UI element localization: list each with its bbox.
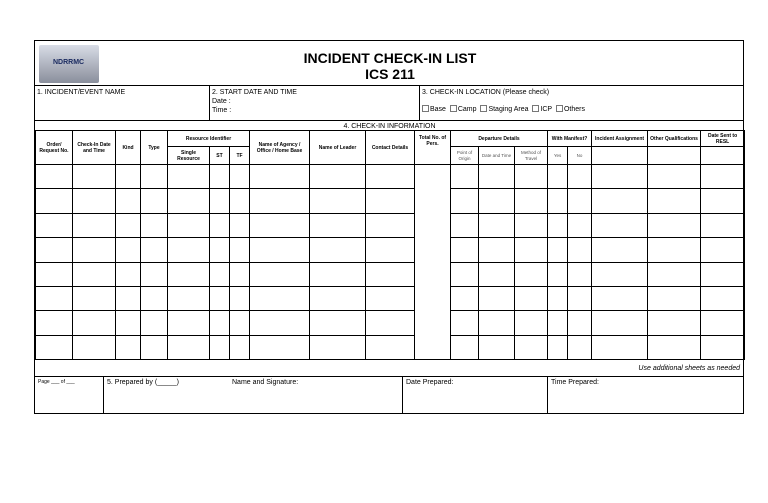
table-cell[interactable] xyxy=(648,262,701,286)
table-cell[interactable] xyxy=(250,262,310,286)
table-cell[interactable] xyxy=(210,213,230,237)
col-origin: Point of Origin xyxy=(451,147,479,165)
table-cell[interactable] xyxy=(451,311,479,335)
table-cell[interactable] xyxy=(592,311,648,335)
col-departure: Departure Details xyxy=(451,131,548,147)
table-cell[interactable] xyxy=(515,189,548,213)
table-cell[interactable] xyxy=(210,238,230,262)
start-date-time-field[interactable]: 2. START DATE AND TIME Date : Time : xyxy=(209,85,419,120)
table-cell[interactable] xyxy=(548,335,568,359)
col-assignment: Incident Assignment xyxy=(592,131,648,147)
table-cell[interactable] xyxy=(250,311,310,335)
table-cell[interactable] xyxy=(141,238,168,262)
table-cell[interactable] xyxy=(366,189,415,213)
col-agency: Name of Agency / Office / Home Base xyxy=(250,131,310,165)
table-cell[interactable] xyxy=(310,335,366,359)
col-st: ST xyxy=(210,147,230,165)
table-cell[interactable] xyxy=(250,335,310,359)
table-cell[interactable] xyxy=(141,262,168,286)
col-tf: TF xyxy=(230,147,250,165)
table-cell[interactable] xyxy=(310,238,366,262)
table-cell[interactable] xyxy=(451,213,479,237)
table-cell[interactable] xyxy=(230,238,250,262)
table-cell[interactable] xyxy=(648,335,701,359)
table-cell[interactable] xyxy=(568,335,592,359)
table-cell[interactable] xyxy=(515,165,548,189)
table-cell[interactable] xyxy=(168,262,210,286)
table-cell[interactable] xyxy=(548,286,568,310)
col-kind: Kind xyxy=(116,131,141,165)
table-cell[interactable] xyxy=(168,165,210,189)
table-row xyxy=(36,189,745,213)
col-yes: Yes xyxy=(548,147,568,165)
table-cell[interactable] xyxy=(141,286,168,310)
table-cell[interactable] xyxy=(701,165,745,189)
table-cell[interactable] xyxy=(230,262,250,286)
checkbox[interactable] xyxy=(480,105,487,112)
table-cell[interactable] xyxy=(141,311,168,335)
table-cell[interactable] xyxy=(366,335,415,359)
table-cell[interactable] xyxy=(141,335,168,359)
location-option-base[interactable]: Base xyxy=(422,106,446,113)
blank-cell xyxy=(648,147,701,165)
table-cell[interactable] xyxy=(451,262,479,286)
prepared-by-field[interactable]: 5. Prepared by (_____) Name and Signature: xyxy=(103,376,402,414)
table-cell[interactable] xyxy=(451,189,479,213)
checkin-location-field: 3. CHECK-IN LOCATION (Please check) Base Camp Staging Area ICP Others xyxy=(419,85,744,120)
table-cell[interactable] xyxy=(366,311,415,335)
col-resource-identifier: Resource Identifier xyxy=(168,131,250,147)
col-total: Total No. of Pers. xyxy=(415,131,451,165)
table-cell[interactable] xyxy=(310,165,366,189)
table-cell[interactable] xyxy=(230,213,250,237)
col-type: Type xyxy=(141,131,168,165)
time-prepared-field[interactable]: Time Prepared: xyxy=(547,376,744,414)
table-row xyxy=(36,262,745,286)
table-cell[interactable] xyxy=(648,311,701,335)
table-cell[interactable] xyxy=(73,165,116,189)
table-cell[interactable] xyxy=(592,189,648,213)
table-cell[interactable] xyxy=(116,335,141,359)
table-cell[interactable] xyxy=(250,238,310,262)
table-cell[interactable] xyxy=(141,189,168,213)
table-cell[interactable] xyxy=(230,189,250,213)
table-cell[interactable] xyxy=(479,335,515,359)
table-row xyxy=(36,213,745,237)
table-cell[interactable] xyxy=(210,286,230,310)
table-cell[interactable] xyxy=(568,262,592,286)
checkbox[interactable] xyxy=(532,105,539,112)
table-cell[interactable] xyxy=(310,286,366,310)
table-cell[interactable] xyxy=(548,165,568,189)
table-cell[interactable] xyxy=(479,311,515,335)
table-cell[interactable] xyxy=(548,238,568,262)
table-cell[interactable] xyxy=(116,213,141,237)
location-option-staging[interactable]: Staging Area xyxy=(480,106,528,113)
table-cell[interactable] xyxy=(548,213,568,237)
table-row xyxy=(36,335,745,359)
table-cell[interactable] xyxy=(648,165,701,189)
table-cell[interactable] xyxy=(36,238,73,262)
table-cell[interactable] xyxy=(592,262,648,286)
table-cell[interactable] xyxy=(479,213,515,237)
table-cell[interactable] xyxy=(36,286,73,310)
table-row xyxy=(36,165,745,189)
col-no: No xyxy=(568,147,592,165)
table-cell[interactable] xyxy=(592,213,648,237)
col-qualifications: Other Qualifications xyxy=(648,131,701,147)
table-cell[interactable] xyxy=(515,286,548,310)
table-cell[interactable] xyxy=(250,286,310,310)
table-cell[interactable] xyxy=(73,286,116,310)
table-cell[interactable] xyxy=(648,238,701,262)
table-row xyxy=(36,238,745,262)
col-dep-date: Date and Time xyxy=(479,147,515,165)
table-cell[interactable] xyxy=(515,238,548,262)
table-cell[interactable] xyxy=(592,286,648,310)
checkin-table xyxy=(35,130,745,360)
section-4-heading: 4. CHECK-IN INFORMATION xyxy=(35,120,744,131)
table-cell[interactable] xyxy=(701,238,745,262)
table-cell[interactable] xyxy=(592,238,648,262)
col-contact: Contact Details xyxy=(366,131,415,165)
table-cell[interactable] xyxy=(701,286,745,310)
table-cell[interactable] xyxy=(451,238,479,262)
table-cell[interactable] xyxy=(73,335,116,359)
table-cell[interactable] xyxy=(366,213,415,237)
table-cell[interactable] xyxy=(36,311,73,335)
table-cell[interactable] xyxy=(230,335,250,359)
table-cell[interactable] xyxy=(568,238,592,262)
table-cell[interactable] xyxy=(366,238,415,262)
location-option-others[interactable]: Others xyxy=(556,106,585,113)
table-cell[interactable] xyxy=(479,262,515,286)
checkbox[interactable] xyxy=(450,105,457,112)
table-cell[interactable] xyxy=(648,189,701,213)
ndrrmc-logo: NDRRMC xyxy=(39,45,99,83)
table-cell[interactable] xyxy=(451,165,479,189)
table-cell[interactable] xyxy=(116,165,141,189)
page-number-field[interactable]: Page ___ of ___ xyxy=(35,376,103,414)
checkbox[interactable] xyxy=(422,105,429,112)
table-cell[interactable] xyxy=(250,165,310,189)
table-cell[interactable] xyxy=(648,286,701,310)
table-cell[interactable] xyxy=(116,189,141,213)
table-cell[interactable] xyxy=(116,262,141,286)
location-option-icp[interactable]: ICP xyxy=(532,106,552,113)
table-cell[interactable] xyxy=(73,189,116,213)
table-cell[interactable] xyxy=(515,262,548,286)
table-cell[interactable] xyxy=(592,165,648,189)
table-cell[interactable] xyxy=(479,165,515,189)
table-cell[interactable] xyxy=(36,213,73,237)
table-cell[interactable] xyxy=(568,189,592,213)
table-cell[interactable] xyxy=(310,262,366,286)
table-cell[interactable] xyxy=(141,213,168,237)
table-cell[interactable] xyxy=(168,238,210,262)
form-title: INCIDENT CHECK-IN LIST ICS 211 xyxy=(303,50,477,82)
table-cell[interactable] xyxy=(116,286,141,310)
table-cell[interactable] xyxy=(36,189,73,213)
col-resl: Date Sent to RESL xyxy=(701,131,745,147)
table-row xyxy=(36,286,745,310)
date-prepared-field[interactable]: Date Prepared: xyxy=(402,376,547,414)
table-cell[interactable] xyxy=(310,213,366,237)
table-cell[interactable] xyxy=(515,213,548,237)
table-cell[interactable] xyxy=(141,165,168,189)
checkbox[interactable] xyxy=(556,105,563,112)
table-cell[interactable] xyxy=(568,311,592,335)
table-cell[interactable] xyxy=(250,213,310,237)
table-cell[interactable] xyxy=(210,262,230,286)
table-cell[interactable] xyxy=(73,238,116,262)
table-cell[interactable] xyxy=(592,335,648,359)
table-cell[interactable] xyxy=(73,311,116,335)
table-cell[interactable] xyxy=(210,189,230,213)
table-cell[interactable] xyxy=(210,165,230,189)
incident-name-field[interactable]: 1. INCIDENT/EVENT NAME xyxy=(35,85,209,120)
blank-cell xyxy=(592,147,648,165)
table-cell[interactable] xyxy=(230,286,250,310)
table-cell[interactable] xyxy=(168,189,210,213)
table-cell[interactable] xyxy=(415,165,451,360)
table-cell[interactable] xyxy=(366,262,415,286)
table-cell[interactable] xyxy=(366,165,415,189)
table-cell[interactable] xyxy=(310,311,366,335)
table-row xyxy=(36,311,745,335)
blank-cell xyxy=(701,147,745,165)
table-cell[interactable] xyxy=(568,213,592,237)
table-cell[interactable] xyxy=(451,286,479,310)
table-cell[interactable] xyxy=(36,165,73,189)
table-cell[interactable] xyxy=(548,311,568,335)
table-cell[interactable] xyxy=(168,286,210,310)
table-cell[interactable] xyxy=(210,335,230,359)
table-cell[interactable] xyxy=(116,311,141,335)
ics-211-form xyxy=(34,40,744,414)
table-cell[interactable] xyxy=(648,213,701,237)
table-cell[interactable] xyxy=(515,311,548,335)
table-cell[interactable] xyxy=(515,335,548,359)
table-cell[interactable] xyxy=(366,286,415,310)
table-cell[interactable] xyxy=(73,213,116,237)
additional-sheets-note: Use additional sheets as needed xyxy=(35,359,744,376)
table-cell[interactable] xyxy=(479,286,515,310)
table-cell[interactable] xyxy=(168,311,210,335)
table-cell[interactable] xyxy=(250,189,310,213)
table-cell[interactable] xyxy=(568,286,592,310)
col-single-resource: Single Resource xyxy=(168,147,210,165)
table-cell[interactable] xyxy=(701,262,745,286)
table-cell[interactable] xyxy=(168,213,210,237)
col-order: Order/ Request No. xyxy=(36,131,73,165)
table-cell[interactable] xyxy=(701,189,745,213)
col-checkin: Check-In Date and Time xyxy=(73,131,116,165)
table-cell[interactable] xyxy=(701,311,745,335)
table-cell[interactable] xyxy=(451,335,479,359)
table-cell[interactable] xyxy=(230,311,250,335)
table-cell[interactable] xyxy=(36,335,73,359)
table-cell[interactable] xyxy=(36,262,73,286)
table-cell[interactable] xyxy=(73,262,116,286)
table-cell[interactable] xyxy=(548,262,568,286)
location-option-camp[interactable]: Camp xyxy=(450,106,477,113)
col-method: Method of Travel xyxy=(515,147,548,165)
table-cell[interactable] xyxy=(479,238,515,262)
table-cell[interactable] xyxy=(701,213,745,237)
table-cell[interactable] xyxy=(116,238,141,262)
table-cell[interactable] xyxy=(168,335,210,359)
col-manifest: With Manifest? xyxy=(548,131,592,147)
table-cell[interactable] xyxy=(548,189,568,213)
col-leader: Name of Leader xyxy=(310,131,366,165)
table-cell[interactable] xyxy=(701,335,745,359)
table-cell[interactable] xyxy=(479,189,515,213)
table-cell[interactable] xyxy=(310,189,366,213)
table-cell[interactable] xyxy=(568,165,592,189)
table-cell[interactable] xyxy=(210,311,230,335)
table-cell[interactable] xyxy=(230,165,250,189)
